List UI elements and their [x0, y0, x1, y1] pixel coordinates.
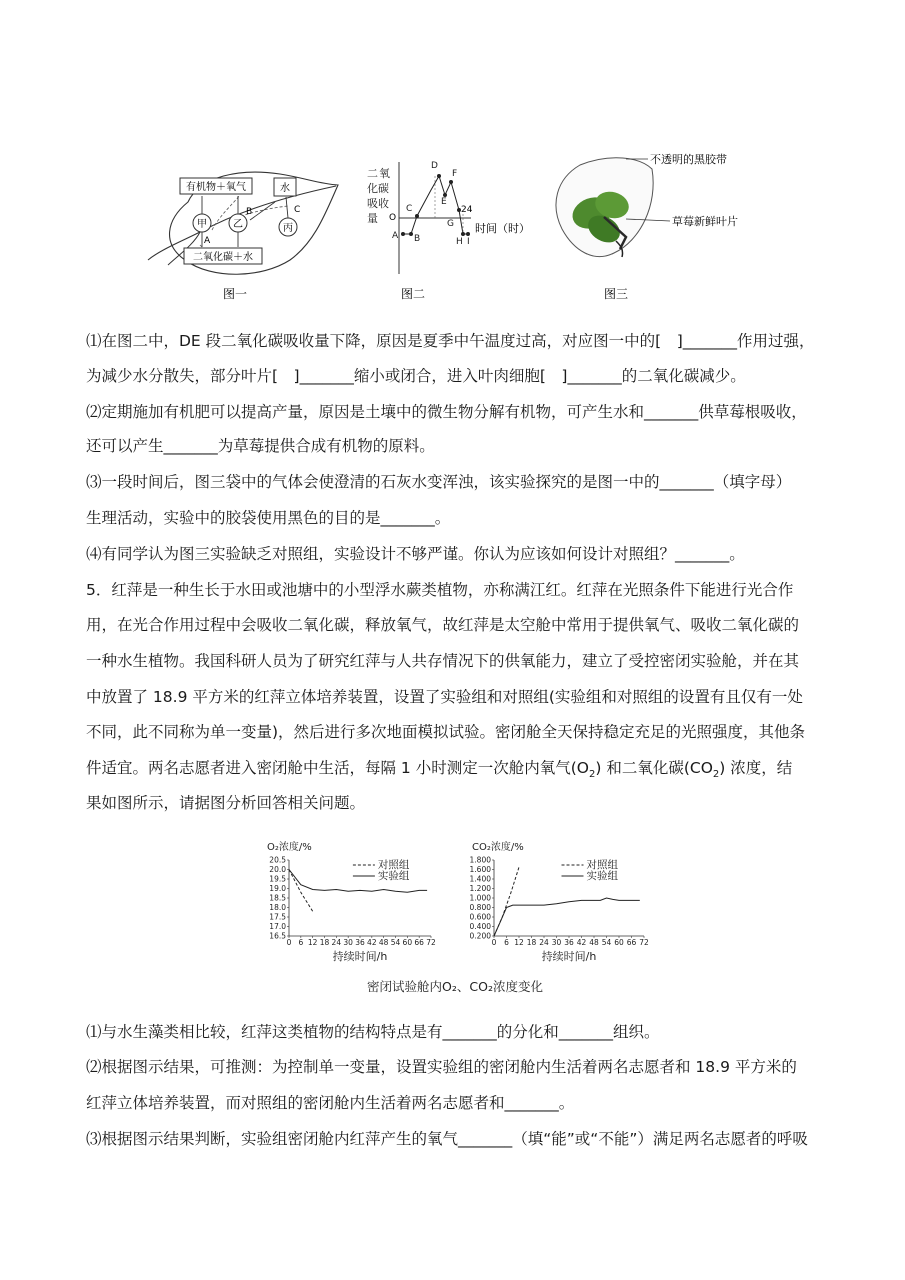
- fig2-point-i: I: [467, 237, 470, 247]
- o2-xtick-label: 0: [286, 938, 292, 947]
- co2-xtick-label: 72: [639, 938, 649, 947]
- q4-part1-line1: ⑴在图二中，DE 段二氧化碳吸收量下降，原因是夏季中午温度过高，对应图一中的[ ]_______作用过强，: [86, 332, 815, 350]
- o2-ytick-label: 16.5: [269, 931, 286, 941]
- q5-line5: 不同，此不同称为单一变量)，然后进行多次地面模拟试验。密闭舱全天保持稳定充足的光照强度，其他条: [86, 723, 806, 741]
- co2-concentration-chart: [458, 832, 668, 977]
- q5-line6-sub1: 2: [588, 769, 596, 781]
- co2-xtick-label: 0: [491, 938, 497, 947]
- q5-line6: [86, 758, 792, 785]
- o2-ytick-label: 20.5: [269, 855, 286, 865]
- o2-ytick-label: 18.0: [269, 903, 286, 912]
- co2-xtick-label: 54: [601, 938, 612, 947]
- q5-line6-sub2: 2: [712, 769, 720, 781]
- o2-legend-label-0: 对照组: [377, 859, 410, 871]
- charts-caption: 密闭试验舱内O₂、CO₂浓度变化: [367, 979, 543, 994]
- co2-xtick-label: 24: [539, 938, 549, 947]
- q5-line3: 一种水生植物。我国科研人员为了研究红萍与人共存情况下的供氧能力，建立了受控密闭实验舱，并在其: [86, 652, 800, 670]
- fig2-tick-24: 24: [461, 205, 473, 215]
- o2-xtick-label: 66: [414, 938, 424, 947]
- co2-series-control: [494, 867, 519, 936]
- co2-ytick-label: 1.800: [469, 855, 491, 865]
- fig2-point-d: D: [431, 161, 438, 171]
- co2-ytick-label: 1.400: [469, 874, 491, 884]
- o2-title: O₂浓度/%: [267, 842, 312, 853]
- fig1-caption: 图一: [222, 287, 248, 301]
- co2-ytick-label: 1.000: [469, 893, 491, 903]
- fig2-origin: O: [389, 213, 397, 223]
- q4-part1-line2: 为减少水分散失，部分叶片[ ]_______缩小或闭合，进入叶肉细胞[ ]_______的二氧化碳减少。: [86, 367, 746, 385]
- o2-xlabel: 持续时间/h: [332, 950, 388, 963]
- o2-xtick-label: 42: [367, 938, 377, 947]
- fig1-label-b: B: [246, 207, 253, 217]
- co2-xtick-label: 36: [564, 938, 574, 947]
- q5-sub3-line1: ⑶根据图示结果判断，实验组密闭舱内红萍产生的氧气_______（填“能”或“不能”）满足两名志愿者的呼吸: [86, 1130, 808, 1148]
- co2-ytick-label: 1.200: [469, 884, 491, 893]
- co2-xtick-label: 12: [514, 938, 524, 947]
- o2-ytick-label: 17.5: [269, 912, 286, 922]
- fig2-point-a: A: [392, 231, 399, 241]
- co2-series-experimental: [494, 898, 640, 936]
- o2-xtick-label: 6: [298, 938, 304, 947]
- fig2-ylabel-2: 氧: [379, 167, 390, 180]
- co2-xtick-label: 6: [504, 938, 509, 947]
- q5-line4: 中放置了 18.9 平方米的红萍立体培养装置，设置了实验组和对照组(实验组和对照组的设置有且仅有一处: [86, 688, 803, 706]
- q4-part3-line1: ⑶一段时间后，图三袋中的气体会使澄清的石灰水变浑浊，该实验探究的是图一中的_______（填字母）: [86, 473, 792, 491]
- o2-ytick-label: 19.0: [269, 884, 286, 893]
- fig3-label-leaf: 草莓新鲜叶片: [672, 215, 738, 228]
- fig2-point-g: G: [447, 219, 454, 229]
- o2-xtick-label: 24: [331, 938, 342, 947]
- fig2-ylabel-4: 吸收: [367, 197, 389, 210]
- fig1-box-co2: 二氧化碳＋水: [193, 252, 253, 263]
- co2-xtick-label: 66: [626, 938, 637, 947]
- fig1-label-c: C: [294, 205, 301, 215]
- fig2-point-e: E: [441, 197, 447, 207]
- co2-ytick-label: 0.800: [469, 903, 491, 912]
- q4-part4-line1: ⑷有同学认为图三实验缺乏对照组，实验设计不够严谨。你认为应该如何设计对照组？_______。: [86, 545, 745, 563]
- fig1-label-a: A: [204, 236, 211, 246]
- fig2-ylabel-3: 化碳: [367, 182, 389, 195]
- co2-xtick-label: 60: [614, 938, 624, 947]
- fig1-node-bing: 丙: [283, 223, 293, 234]
- co2-ytick-label: 1.600: [469, 865, 491, 874]
- co2-legend-label-0: 对照组: [586, 859, 618, 871]
- co2-xlabel: 持续时间/h: [541, 950, 597, 963]
- o2-concentration-chart: [255, 832, 455, 977]
- o2-xtick-label: 18: [319, 938, 330, 947]
- co2-xtick-label: 30: [551, 938, 562, 947]
- o2-legend-label-1: 实验组: [377, 870, 410, 882]
- fig2-ylabel-5: 量: [367, 212, 378, 225]
- figure-1-leaf-diagram: [140, 150, 350, 310]
- o2-ytick-label: 17.0: [269, 922, 286, 931]
- fig3-label-tape: 不透明的黑胶带: [650, 153, 727, 166]
- figure-3-leaf-bag: [540, 145, 780, 310]
- q4-part2-line1: ⑵定期施加有机肥可以提高产量，原因是土壤中的微生物分解有机物，可产生水和_______供草莓根吸收，: [86, 403, 807, 421]
- fig2-caption: 图二: [400, 287, 426, 301]
- fig1-node-yi: 乙: [233, 219, 243, 230]
- o2-xtick-label: 48: [378, 938, 389, 947]
- q4-part2-line2: 还可以产生_______为草莓提供合成有机物的原料。: [86, 437, 435, 455]
- fig1-node-jia: 甲: [197, 219, 207, 230]
- fig2-point-b: B: [414, 234, 421, 244]
- co2-xtick-label: 42: [576, 938, 587, 947]
- q5-line7: 果如图所示，请据图分析回答相关问题。: [86, 794, 366, 812]
- q5-line1: 5．红萍是一种生长于水田或池塘中的小型浮水蕨类植物，亦称满江红。红萍在光照条件下能进行光合作: [86, 581, 794, 599]
- co2-ytick-label: 0.200: [469, 931, 491, 941]
- co2-ytick-label: 0.600: [469, 912, 491, 922]
- fig2-point-f: F: [452, 169, 458, 179]
- o2-xtick-label: 30: [343, 938, 353, 947]
- q5-line6-c: ) 和二氧化碳(CO: [595, 759, 713, 777]
- o2-ytick-label: 19.5: [269, 874, 286, 884]
- o2-ytick-label: 20.0: [269, 865, 286, 874]
- o2-ytick-label: 18.5: [269, 893, 286, 903]
- q5-sub1: ⑴与水生藻类相比较，红萍这类植物的结构特点是有_______的分化和_______组织。: [86, 1023, 660, 1041]
- fig2-point-h: H: [456, 237, 463, 247]
- o2-xtick-label: 54: [390, 938, 401, 947]
- o2-xtick-label: 36: [355, 938, 365, 947]
- co2-xtick-label: 18: [526, 938, 537, 947]
- fig2-point-c: C: [406, 204, 413, 214]
- o2-xtick-label: 12: [307, 938, 318, 947]
- q5-sub2-line2: 红萍立体培养装置，而对照组的密闭舱内生活着两名志愿者和_______。: [86, 1094, 575, 1112]
- q5-sub2-line1: ⑵根据图示结果，可推测：为控制单一变量，设置实验组的密闭舱内生活着两名志愿者和 18.9 平方米的: [86, 1058, 797, 1076]
- fig3-caption: 图三: [603, 287, 629, 301]
- o2-xtick-label: 72: [426, 938, 436, 947]
- co2-xtick-label: 48: [589, 938, 599, 947]
- co2-ytick-label: 0.400: [469, 922, 491, 931]
- fig2-xlabel: 时间（时）: [475, 222, 530, 235]
- co2-title: CO₂浓度/%: [472, 842, 524, 853]
- co2-legend-label-1: 实验组: [586, 870, 618, 882]
- q5-line2: 用，在光合作用过程中会吸收二氧化碳，释放氧气，故红萍是太空舱中常用于提供氧气、吸收二氧化碳的: [86, 616, 800, 634]
- q4-part3-line2: 生理活动，实验中的胶袋使用黑色的目的是_______。: [86, 509, 451, 527]
- figure-2-co2-curve: [355, 150, 555, 310]
- o2-xtick-label: 60: [402, 938, 413, 947]
- fig1-box-water: 水: [280, 183, 290, 194]
- o2-series-control: [289, 870, 313, 912]
- q5-line6-e: ) 浓度，结: [719, 759, 793, 777]
- fig2-ylabel-1: 二: [367, 167, 378, 180]
- fig1-box-organic: 有机物＋氧气: [186, 182, 246, 193]
- q5-line6-a: 件适宜。两名志愿者进入密闭舱中生活，每隔 1 小时测定一次舱内氧气(O: [86, 759, 589, 777]
